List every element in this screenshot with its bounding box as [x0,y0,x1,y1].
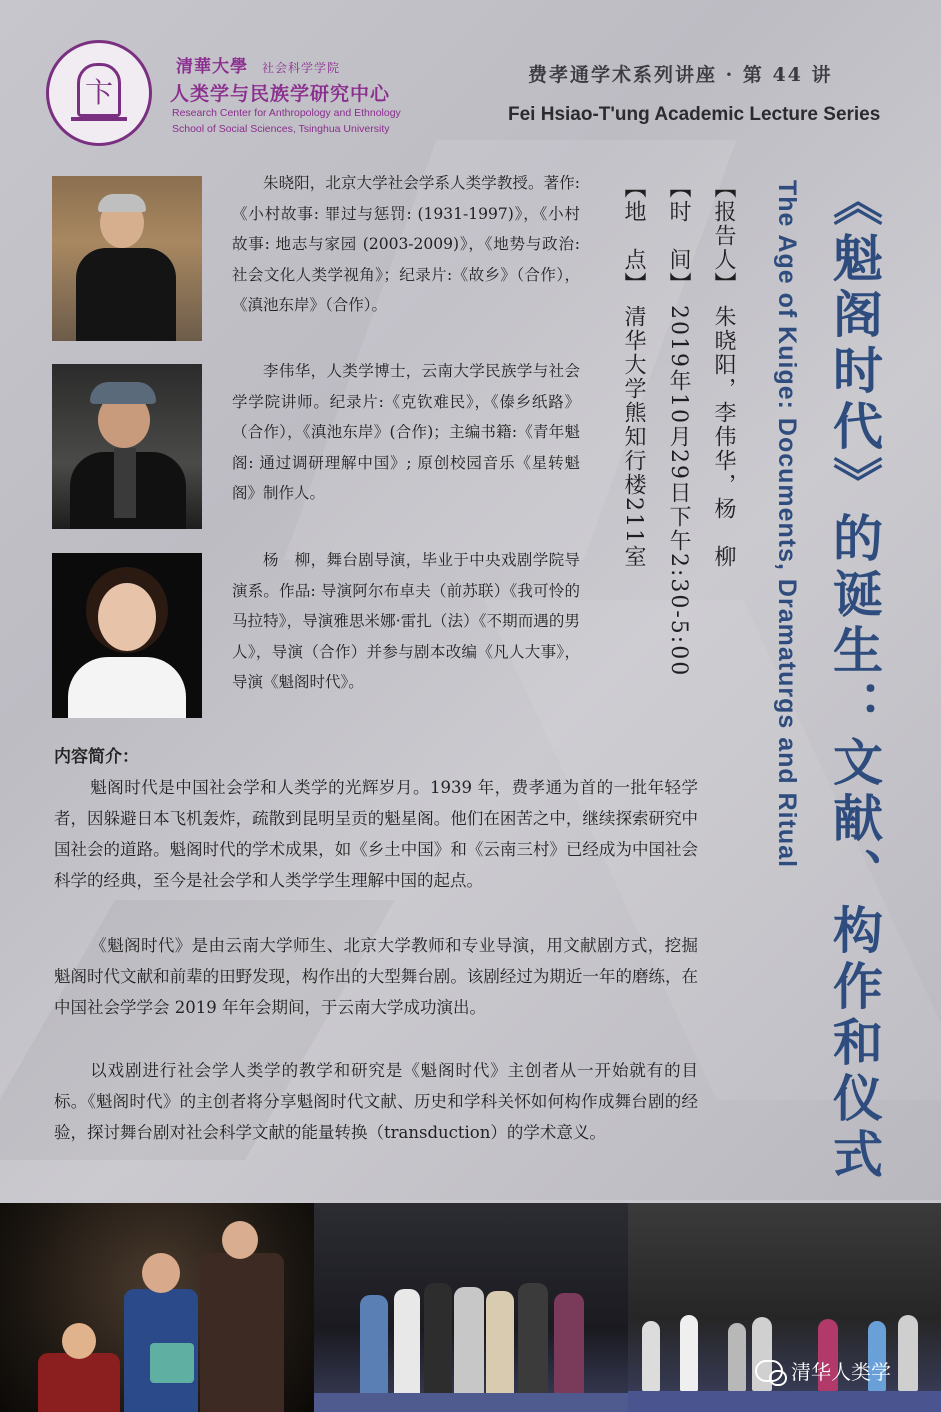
actor-figure [38,1353,120,1412]
lecture-title-en: The Age of Kuige: Documents, Dramaturgs and Ritual [773,180,801,869]
speaker-bio-zhu: 朱晓阳，北京大学社会学系人类学教授。著作:《小村故事: 罪过与惩罚: (1931-1997)》，《小村故事: 地志与家园 (2003-2009)》，《地势与政治: 社会文化人类学视角》；纪录片:《故乡》（合作），《滇池东岸》（合作）。 [232,174,580,314]
actor-figure [394,1289,420,1395]
actor-figure [454,1287,484,1395]
actor-figure [554,1293,584,1395]
wechat-watermark [755,1356,891,1385]
speaker-photo-zhu [52,176,202,341]
lecture-series-cn: 费孝通学术系列讲座 · 第 44 讲 [528,64,833,86]
actor-figure [898,1315,918,1391]
actor-figure [518,1283,548,1395]
actor-figure [360,1295,388,1395]
portrait-shirt [76,248,176,341]
actor-figure [200,1253,284,1412]
speaker-bio-yang: 杨 柳，舞台剧导演，毕业于中央戏剧学院导演系。作品: 导演阿尔布卓夫（前苏联）《我可怜的马拉特》，导演雅思米娜·雷扎（法）《不期而遇的男人》，导演（合作）并参与剧本改编《凡人大事》，导演《魁阁时代》。 [232,551,580,691]
speaker-bio-li: 李伟华，人类学博士，云南大学民族学与社会学学院讲师。纪录片:《克钦难民》，《傣乡纸路》（合作），《滇池东岸》(合作)；主编书籍:《青年魁阁: 通过调研理解中国》; 原创校园音乐《星转魁阁》制作人。 [232,362,580,502]
actor-figure [680,1315,698,1391]
lecture-title-cn: 《魁阁时代》的诞生：文献、构作和仪式 [825,176,884,1184]
school-name: 社会科学学院 [262,61,341,75]
portrait-face [98,583,156,651]
speaker-photo-li [52,364,202,529]
actor-head [142,1253,180,1293]
abstract-paragraph: 魁阁时代是中国社会学和人类学的光辉岁月。1939 年，费孝通为首的一批年轻学者，因躲避日本飞机轰炸，疏散到昆明呈贡的魁星阁。他们在困苦之中，继续探索研究中国社会的道路。魁阁时代的学术成果，如《乡土中国》和《云南三村》已经成为中国社会科学的经典，至今是社会学和人类学学生理解中国的起点。 [54,778,698,890]
actor-figure [728,1323,746,1391]
abstract-paragraph: 《魁阁时代》是由云南大学师生、北京大学教师和专业导演，用文献剧方式，挖掘魁阁时代文献和前辈的田野发现，构作出的大型舞台剧。该剧经过为期近一年的磨练，在中国社会学学会 2019 年年会期间，于云南大学成功演出。 [54,936,698,1017]
logo-glyph: 卞 [84,76,113,109]
portrait-cap [90,382,156,404]
portrait-blouse [68,657,186,718]
portrait-scarf [114,448,136,518]
stage-floor [314,1393,628,1412]
speaker-photo-yang [52,553,202,718]
place-info: 【地 点】 清华大学熊知行楼211室 [621,176,646,569]
center-name-en: Research Center for Anthropology and Ethnology [172,107,401,119]
stage-photo-2 [314,1203,628,1412]
actor-figure [642,1321,660,1391]
abstract-paragraph: 以戏剧进行社会学人类学的教学和研究是《魁阁时代》主创者从一开始就有的目标。《魁阁时代》的主创者将分享魁阁时代文献、历史和学科关怀如何构作成舞台剧的经验，探讨舞台剧对社会科学文献的能量转换（transduction）的学术意义。 [54,1061,698,1142]
tsinghua-logo [46,40,152,146]
school-name-en: School of Social Sciences, Tsinghua University [172,123,390,135]
actor-head [222,1221,258,1259]
lecture-series-en: Fei Hsiao-T'ung Academic Lecture Series [508,104,881,125]
watermark-text: 清华人类学 [791,1360,891,1384]
logo-base [71,117,127,121]
actor-figure [486,1291,514,1395]
actor-head [62,1323,96,1359]
university-name: 清華大學 [176,57,248,77]
institution-name-cn [176,52,340,77]
abstract-heading: 内容简介： [54,747,139,767]
stage-floor [628,1391,941,1412]
reporter-info: 【报告人】 朱晓阳，李伟华，杨 柳 [711,176,736,569]
time-info: 【时 间】 2019年10月29日下午2:30-5:00 [666,176,691,678]
stage-photo-1 [0,1203,314,1412]
portrait-hair [98,194,146,212]
center-name-cn: 人类学与民族学研究中心 [170,83,391,105]
embroidered-apron [150,1343,194,1383]
actor-figure [424,1283,452,1395]
wechat-icon [755,1360,783,1382]
